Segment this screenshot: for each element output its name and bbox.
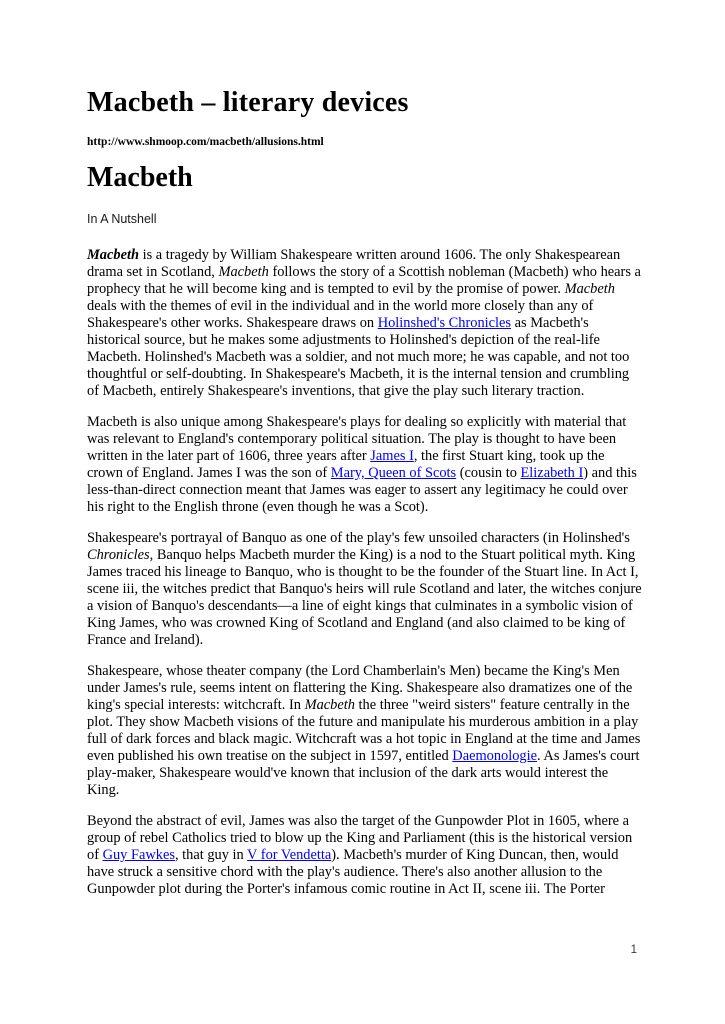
text-run: ) and this less-than-direct connection meant that James was eager to assert any legitimacy he could over his right to the English throne (even though he was a Scot). xyxy=(87,465,637,515)
text-run: , that guy in xyxy=(174,847,248,863)
document-title: Macbeth – literary devices xyxy=(87,87,409,118)
text-run: Macbeth xyxy=(304,697,355,713)
paragraph-1 xyxy=(87,247,643,400)
hyperlink[interactable]: Holinshed's Chronicles xyxy=(377,315,512,331)
hyperlink[interactable]: Daemonologie xyxy=(452,748,538,764)
hyperlink[interactable]: V for Vendetta xyxy=(247,847,332,863)
text-run: Macbeth is also unique among Shakespeare's plays for dealing so explicitly with material that was relevant to England's contemporary political situation. The play is thought to have been written in the later part of 1606, three years after xyxy=(87,414,627,464)
text-run: ). Macbeth's murder of King Duncan, then, would have struck a sensitive chord with the play's audience. There's also another allusion to the Gunpowder plot during the Porter's infamous comic routine in Act II, scene iii. The Porter xyxy=(87,847,619,897)
text-run: Macbeth xyxy=(218,264,269,280)
paragraph-5 xyxy=(87,813,643,898)
text-run: , Banquo helps Macbeth murder the King) is a nod to the Stuart political myth. King James traced his lineage to Banquo, who is thought to be the founder of the Stuart line. In Act I, scene iii, the witches predict that Banquo's heirs will rule Scotland and later, the witches conjure a vision of Banquo's descendants—a line of eight kings that culminates in a symbolic vision of King James, who was crowned King of Scotland and England (and also claimed to be king of France and Ireland). xyxy=(87,547,642,648)
text-run: the three "weird sisters" feature centrally in the plot. They show Macbeth visions of the future and manipulate his murderous ambition in a play full of dark forces and black magic. Witchcraft was a hot topic in England at the time and James even published his own treatise on the subject in 1597, entitled xyxy=(87,697,641,764)
text-run: Shakespeare, whose theater company (the Lord Chamberlain's Men) became the King's Men under James's rule, seems intent on flattering the King. Shakespeare also dramatizes one of the king's special interests: witchcraft. In xyxy=(87,663,633,713)
paragraph-4 xyxy=(87,663,643,799)
text-run: . As James's court play-maker, Shakespeare would've known that inclusion of the dark arts would interest the King. xyxy=(87,748,640,798)
text-run: , the first Stuart king, took up the crown of England. James I was the son of xyxy=(87,448,605,481)
subheading-in-a-nutshell: In A Nutshell xyxy=(87,212,157,226)
text-run: Beyond the abstract of evil, James was also the target of the Gunpowder Plot in 1605, where a group of rebel Catholics tried to blow up the King and Parliament (this is the historical version of xyxy=(87,813,633,863)
paragraph-2 xyxy=(87,414,643,516)
paragraph-3 xyxy=(87,530,643,649)
text-run: Shakespeare's portrayal of Banquo as one of the play's few unsoiled characters (in Holinshed's xyxy=(87,530,630,546)
hyperlink[interactable]: Mary, Queen of Scots xyxy=(330,465,457,481)
hyperlink[interactable]: Elizabeth I xyxy=(520,465,584,481)
text-run: follows the story of a Scottish nobleman (Macbeth) who hears a prophecy that he will become king and is tempted to evil by the promise of power. xyxy=(87,264,641,297)
source-url-text: http://www.shmoop.com/macbeth/allusions.html xyxy=(87,136,324,148)
text-run: Macbeth xyxy=(87,247,139,263)
hyperlink[interactable]: James I xyxy=(370,448,414,464)
text-run: is a tragedy by William Shakespeare written around 1606. The only Shakespearean drama set in Scotland, xyxy=(87,247,621,280)
page-number: 1 xyxy=(630,944,637,956)
text-run: Macbeth xyxy=(564,281,615,297)
document-body xyxy=(87,247,643,898)
section-heading: Macbeth xyxy=(87,162,193,193)
text-run: deals with the themes of evil in the individual and in the world more closely than any of Shakespeare's other works. Shakespeare draws on xyxy=(87,298,594,331)
hyperlink[interactable]: Guy Fawkes xyxy=(102,847,175,863)
text-run: as Macbeth's historical source, but he makes some adjustments to Holinshed's depiction of the real-life Macbeth. Holinshed's Macbeth was a soldier, and not much more; he was capable, and not too thoughtful or self-doubting. In Shakespeare's Macbeth, it is the internal tension and crumbling of Macbeth, entirely Shakespeare's inventions, that give the play such literary traction. xyxy=(87,315,630,399)
text-run: (cousin to xyxy=(456,465,521,481)
text-run: Chronicles xyxy=(87,547,150,563)
